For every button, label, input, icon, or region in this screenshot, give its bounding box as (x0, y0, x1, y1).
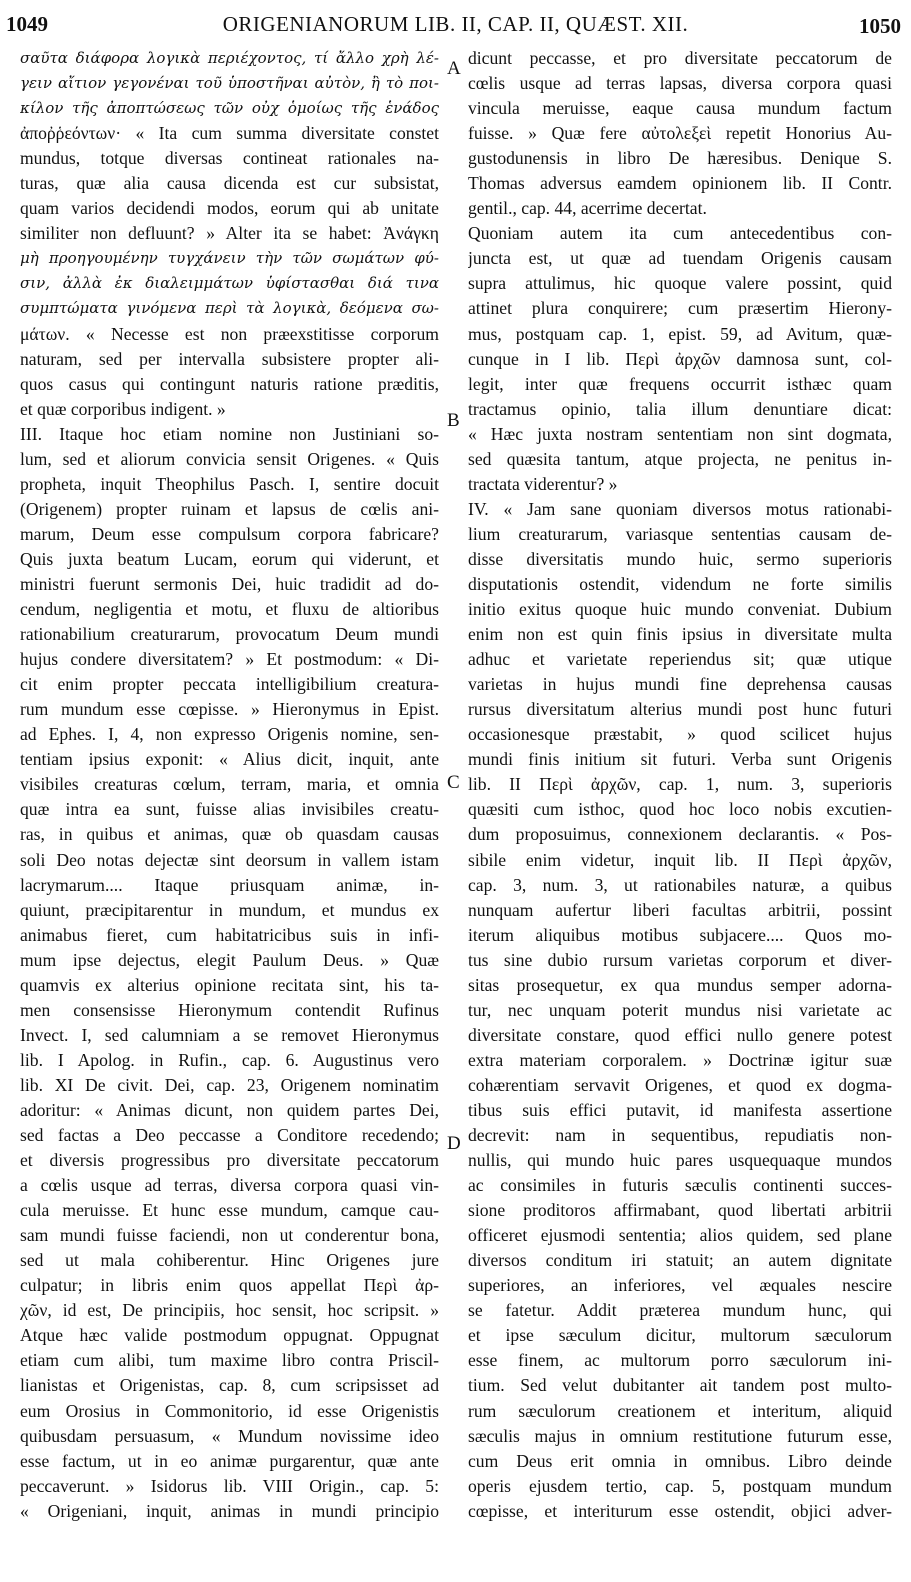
right-column-line: sitas prosequetur, ex qua mundus semper adorna- (468, 974, 892, 995)
right-column-line: cunque in I lib. Περὶ ἀρχῶν damnosa sunt, col- (468, 348, 892, 369)
left-column-line: lib. I Apolog. in Rufin., cap. 6. Augustinus vero (20, 1049, 439, 1070)
left-column-line: et quæ corporibus indigent. » (20, 398, 226, 419)
left-column-line: sed ut mala cohiberentur. Hinc Origenes jure (20, 1250, 439, 1271)
right-column-line: tractata viderentur? » (468, 473, 618, 494)
left-column-line: quiunt, præcipitarentur in mundum, et mundus ex (20, 899, 439, 920)
left-column-line: eum Orosius in Commonitorio, id esse Origenistis (20, 1400, 439, 1421)
right-column-line: esse finem, ac multorum porro sæculorum ini- (468, 1350, 892, 1371)
right-column-line: Quoniam autem ita cum antecedentibus con- (468, 223, 892, 244)
right-column-line: iterum aliquibus motibus subjacere.... Quos mo- (468, 924, 892, 945)
right-column-line: cœpisse, et interiturum esse ostendit, objici adver- (468, 1500, 892, 1521)
right-column-line: cohærentiam servavit Origenes, et quod ex dogma- (468, 1074, 892, 1095)
left-column-line: mundus, totque diversas contineat rationales na- (20, 148, 439, 169)
left-column-line: esse factum, ut in eo animæ purgarentur, quæ ante (20, 1450, 439, 1471)
right-column-line: cum Deus erit omnia in omnibus. Libro deinde (468, 1450, 892, 1471)
right-column-line: attinet plura conquirere; cum præsertim Hierony- (468, 298, 892, 319)
left-column-line: peccaverunt. » Isidorus lib. VIII Origin., cap. 5: (20, 1475, 439, 1496)
right-column-line: diversitate constare, quod effici nullo genere potest (468, 1024, 892, 1045)
right-column-line: rursus diversitatum alterius mundi post hunc futuri (468, 699, 892, 720)
left-column-line: turas, quæ alia causa dicenda est cur subsistat, (20, 173, 439, 194)
left-column-line: men consensisse Hieronymum contendit Rufinus (20, 999, 439, 1020)
section-marker-c: C (447, 772, 460, 793)
left-column-line: et diversis progressibus pro diversitate peccatorum (20, 1150, 439, 1171)
right-column-line: gustodunensis in libro De hæresibus. Denique S. (468, 148, 892, 169)
left-column-line: (Origenem) propter ruinam et lapsus de cœlis ani- (20, 498, 439, 519)
right-column-line: varietas in hujus mundi fine deprehensa causas (468, 674, 892, 695)
page-header (0, 4, 911, 44)
right-column-line: dum proposuimus, connexionem declarantis. « Pos- (468, 824, 892, 845)
left-column-line: III. Itaque hoc etiam nomine non Justiniani so- (20, 423, 439, 444)
running-title: ORIGENIANORUM LIB. II, CAP. II, QUÆST. XII. (222, 12, 689, 36)
left-column-line: κίλον τῆς ἀποπτώσεως τῶν οὐχ ὁμοίως τῆς ἑνάδος (20, 99, 439, 118)
left-column-line: culpatur; in libris enim quos appellat Περὶ ἀρ- (20, 1275, 439, 1296)
left-column-line: adoritur: « Animas dicunt, non quidem partes Dei, (20, 1099, 439, 1120)
right-column-line: vincula meruisse, eaque causa mundum factum (468, 98, 892, 119)
left-column-line: χῶν, id est, De principiis, hoc sensit, hoc scripsit. » (20, 1300, 439, 1321)
left-column-line: « Origeniani, inquit, animas in mundi principio (20, 1500, 439, 1521)
left-column-line: cit enim propter peccata intelligibilium creatura- (20, 674, 439, 695)
right-column-line: mus, postquam cap. 1, epist. 59, ad Avitum, quæ- (468, 323, 892, 344)
right-column (468, 46, 892, 1524)
left-column-line: visibiles creaturas cœlum, terram, maria, et omnia (20, 774, 439, 795)
right-column-line: sione proditoros affirmabant, quod libertati arbitrii (468, 1200, 892, 1221)
left-column-line: lacrymarum.... Itaque priusquam animæ, in- (20, 874, 439, 895)
right-column-line: tibus suis effici putavit, id manifesta assertione (468, 1099, 892, 1120)
right-column-line: nullis, qui mundo huic pares usquequaque mundos (468, 1150, 892, 1171)
left-column-line: σαῦτα διάφορα λογικὰ περιέχοντος, τί ἄλλο χρὴ λέ- (20, 49, 439, 67)
left-column-line: lianistas et Origenistas, cap. 8, cum scripsisset ad (20, 1375, 439, 1396)
left-column-line: ad Ephes. I, 4, non expresso Origenis nomine, sen- (20, 724, 439, 745)
left-column-line: ἀποῤῥεόντων· « Ita cum summa diversitate constet (20, 123, 439, 144)
right-column-line: tium. Sed velut dubitanter ait tandem post multo- (468, 1375, 892, 1396)
right-column-line: sibile enim videtur, inquit lib. II Περὶ ἀρχῶν, (468, 849, 892, 870)
right-column-line: occasionesque præstabit, » quod scilicet hujus (468, 724, 892, 745)
left-column-line: rationabilium creaturarum, provocatum Deum mundi (20, 624, 439, 645)
right-column-line: nunquam aufertur liberi facultas arbitrii, possint (468, 899, 892, 920)
right-column-line: quæsiti cum isthoc, quod hoc loco nobis excutien- (468, 799, 892, 820)
right-column-line: superiores, an inferiores, vel æquales nescire (468, 1275, 892, 1296)
right-column-line: disse diversitatis mundo huic, sermo superioris (468, 548, 892, 569)
left-column-line: σιν, ἀλλὰ ἐκ διαλειμμάτων ὑφίστασθαι διά τινα (20, 274, 439, 293)
left-column-line: ras, in quibus et animas, quæ ob quasdam causas (20, 824, 439, 845)
left-column-line: μὴ προηγουμένην τυγχάνειν τὴν τῶν σωμάτων φύ- (20, 249, 439, 268)
left-column-line: ministri fuerunt sermonis Dei, huic tradidit ad do- (20, 573, 439, 594)
left-column-line: μάτων. « Necesse est non præexstitisse corporum (20, 323, 439, 344)
left-column-line: a cœlis usque ad terras, diversa corpora quasi vin- (20, 1175, 439, 1196)
left-column-line: marum, Deum esse compulsum corpora fabricare? (20, 523, 439, 544)
right-column-line: ac consimiles in futuris sæculis continenti succes- (468, 1175, 892, 1196)
left-column-line: soli Deo notas dejectæ sint deorsum in vallem istam (20, 849, 439, 870)
left-column-line: rum mundum esse cœpisse. » Hieronymus in Epist. (20, 699, 439, 720)
left-column-line: Invect. I, sed calumniam a se removet Hieronymus (20, 1024, 439, 1045)
left-column-line: cendum, negligentia et motu, et fluxu de altioribus (20, 599, 439, 620)
right-column-line: officeret ejusmodi sententia; alios quidem, sed plane (468, 1225, 892, 1246)
right-column-line: lium creaturarum, variasque sententias causam de- (468, 523, 892, 544)
left-column-line: hujus condere diversitatem? » Et postmodum: « Di- (20, 649, 439, 670)
left-column-line: συμπτώματα γινόμενα περὶ τὰ λογικὰ, δεόμενα σω- (20, 299, 439, 318)
right-column-line: rum sæculorum creationem et interitum, aliquid (468, 1400, 892, 1421)
page-number-right: 1050 (859, 14, 901, 38)
right-column-line: lib. II Περὶ ἀρχῶν, cap. 1, num. 3, superioris (468, 774, 892, 795)
left-column-line: quos casus qui contingunt naturis ratione præditis, (20, 373, 439, 394)
right-column-line: gentil., cap. 44, acerrime decertat. (468, 198, 707, 219)
left-column-line: Atque hæc valide postmodum oppugnat. Oppugnat (20, 1325, 439, 1346)
left-column-line: mum ipse dejectus, elegit Paulum Deus. » Quæ (20, 949, 439, 970)
right-column-line: operis ejusdem tertio, cap. 5, postquam mundum (468, 1475, 892, 1496)
right-column-line: disputationis ostendit, videndum ne forte similis (468, 573, 892, 594)
left-column (20, 46, 439, 1524)
right-column-line: cœlis usque ad terras lapsas, diversa corpora quasi (468, 73, 892, 94)
left-column-line: Quis juxta beatum Lucam, eorum qui viderunt, et (20, 548, 439, 569)
right-column-line: extra materiam corporalem. » Doctrinæ igitur suæ (468, 1049, 892, 1070)
right-column-line: diversos conditum iri statuit; an autem dignitate (468, 1250, 892, 1271)
right-column-line: « Hæc juxta nostram sententiam non sint dogmata, (468, 423, 892, 444)
left-column-line: cula meruisse. Et hunc esse mundum, camque cau- (20, 1200, 439, 1221)
section-marker-b: B (447, 410, 460, 431)
right-column-line: supra attulimus, hic quoque valere possint, quid (468, 273, 892, 294)
section-marker-d: D (447, 1133, 461, 1154)
left-column-line: lib. XI De civit. Dei, cap. 23, Origenem nominatim (20, 1074, 439, 1095)
page-number-left: 1049 (6, 12, 48, 36)
left-column-line: quam varios decidendi modos, eorum qui ab unitate (20, 198, 439, 219)
left-column-line: sed factas a Deo peccasse a Conditore recedendo; (20, 1125, 439, 1146)
right-column-line: enim non est quin finis ipsius in diversitate multa (468, 624, 892, 645)
right-column-line: se fatetur. Addit præterea mundum hunc, qui (468, 1300, 892, 1321)
right-column-line: tus sine dubio rursum varietas corporum et diver- (468, 949, 892, 970)
right-column-line: decrevit: nam in sequentibus, repudiatis non- (468, 1125, 892, 1146)
right-column-line: initio exitus quoque huic mundo conveniat. Dubium (468, 599, 892, 620)
left-column-line: lum, sed et aliorum convicia sensit Origenes. « Quis (20, 448, 439, 469)
right-column-line: et ipse sæculum dicitur, multorum sæculorum (468, 1325, 892, 1346)
right-column-line: sed quæsita tantum, atque projecta, ne penitus in- (468, 448, 892, 469)
left-column-line: naturam, sed per intervalla subsistere propter ali- (20, 348, 439, 369)
left-column-line: quæ intra ea sunt, fuisse alias invisibiles creatu- (20, 799, 439, 820)
left-column-line: etiam cum alibi, tum maxime libro contra Priscil- (20, 1350, 439, 1371)
right-column-line: cap. 3, num. 3, ut rationabiles naturæ, a quibus (468, 874, 892, 895)
left-column-line: γειν αἴτιον γεγονέναι τοῦ ὑποστῆναι αὐτὸν, ἢ τὸ ποι- (20, 74, 439, 93)
left-column-line: propheta, inquit Theophilus Pasch. I, sentire docuit (20, 473, 439, 494)
right-column-line: dicunt peccasse, et pro diversitate peccatorum de (468, 48, 892, 68)
left-column-line: quibusdam persuasum, « Mundum novissime ideo (20, 1425, 439, 1446)
right-column-line: mundi finis initium sit futuri. Verba sunt Origenis (468, 749, 892, 770)
right-column-line: juncta est, ut quæ ad tuendam Origenis causam (468, 248, 892, 269)
left-column-line: animabus fieret, cum habitatricibus suis in infi- (20, 924, 439, 945)
left-column-line: tentiam ipsius exponit: « Alius dicit, inquit, ante (20, 749, 439, 770)
right-column-line: sæculis majus in omnium restitutione futurum esse, (468, 1425, 892, 1446)
right-column-line: adhuc et varietate reperiendus sit; quæ utique (468, 649, 892, 670)
right-column-line: IV. « Jam sane quoniam diversos motus rationabi- (468, 498, 892, 519)
right-column-line: tur, nec unquam poterit mundus nisi varietate ac (468, 999, 892, 1020)
left-column-line: similiter non defluunt? » Alter ita se habet: Ἀνάγκη (20, 223, 439, 244)
right-column-line: Thomas adversus eamdem opinionem lib. II Contr. (468, 173, 892, 194)
right-column-line: fuisse. » Quæ fere αὐτολεξεὶ repetit Honorius Au- (468, 123, 892, 144)
section-marker-a: A (447, 58, 461, 79)
right-column-line: legit, inter quæ frequens occurrit isthæc quam (468, 373, 892, 394)
left-column-line: sam mundi fuisse faciendi, non ut conderentur bona, (20, 1225, 439, 1246)
right-column-line: tractamus opinio, talia illum denuntiare dicat: (468, 398, 892, 419)
left-column-line: quamvis ex alterius opinione recitata sint, his ta- (20, 974, 439, 995)
